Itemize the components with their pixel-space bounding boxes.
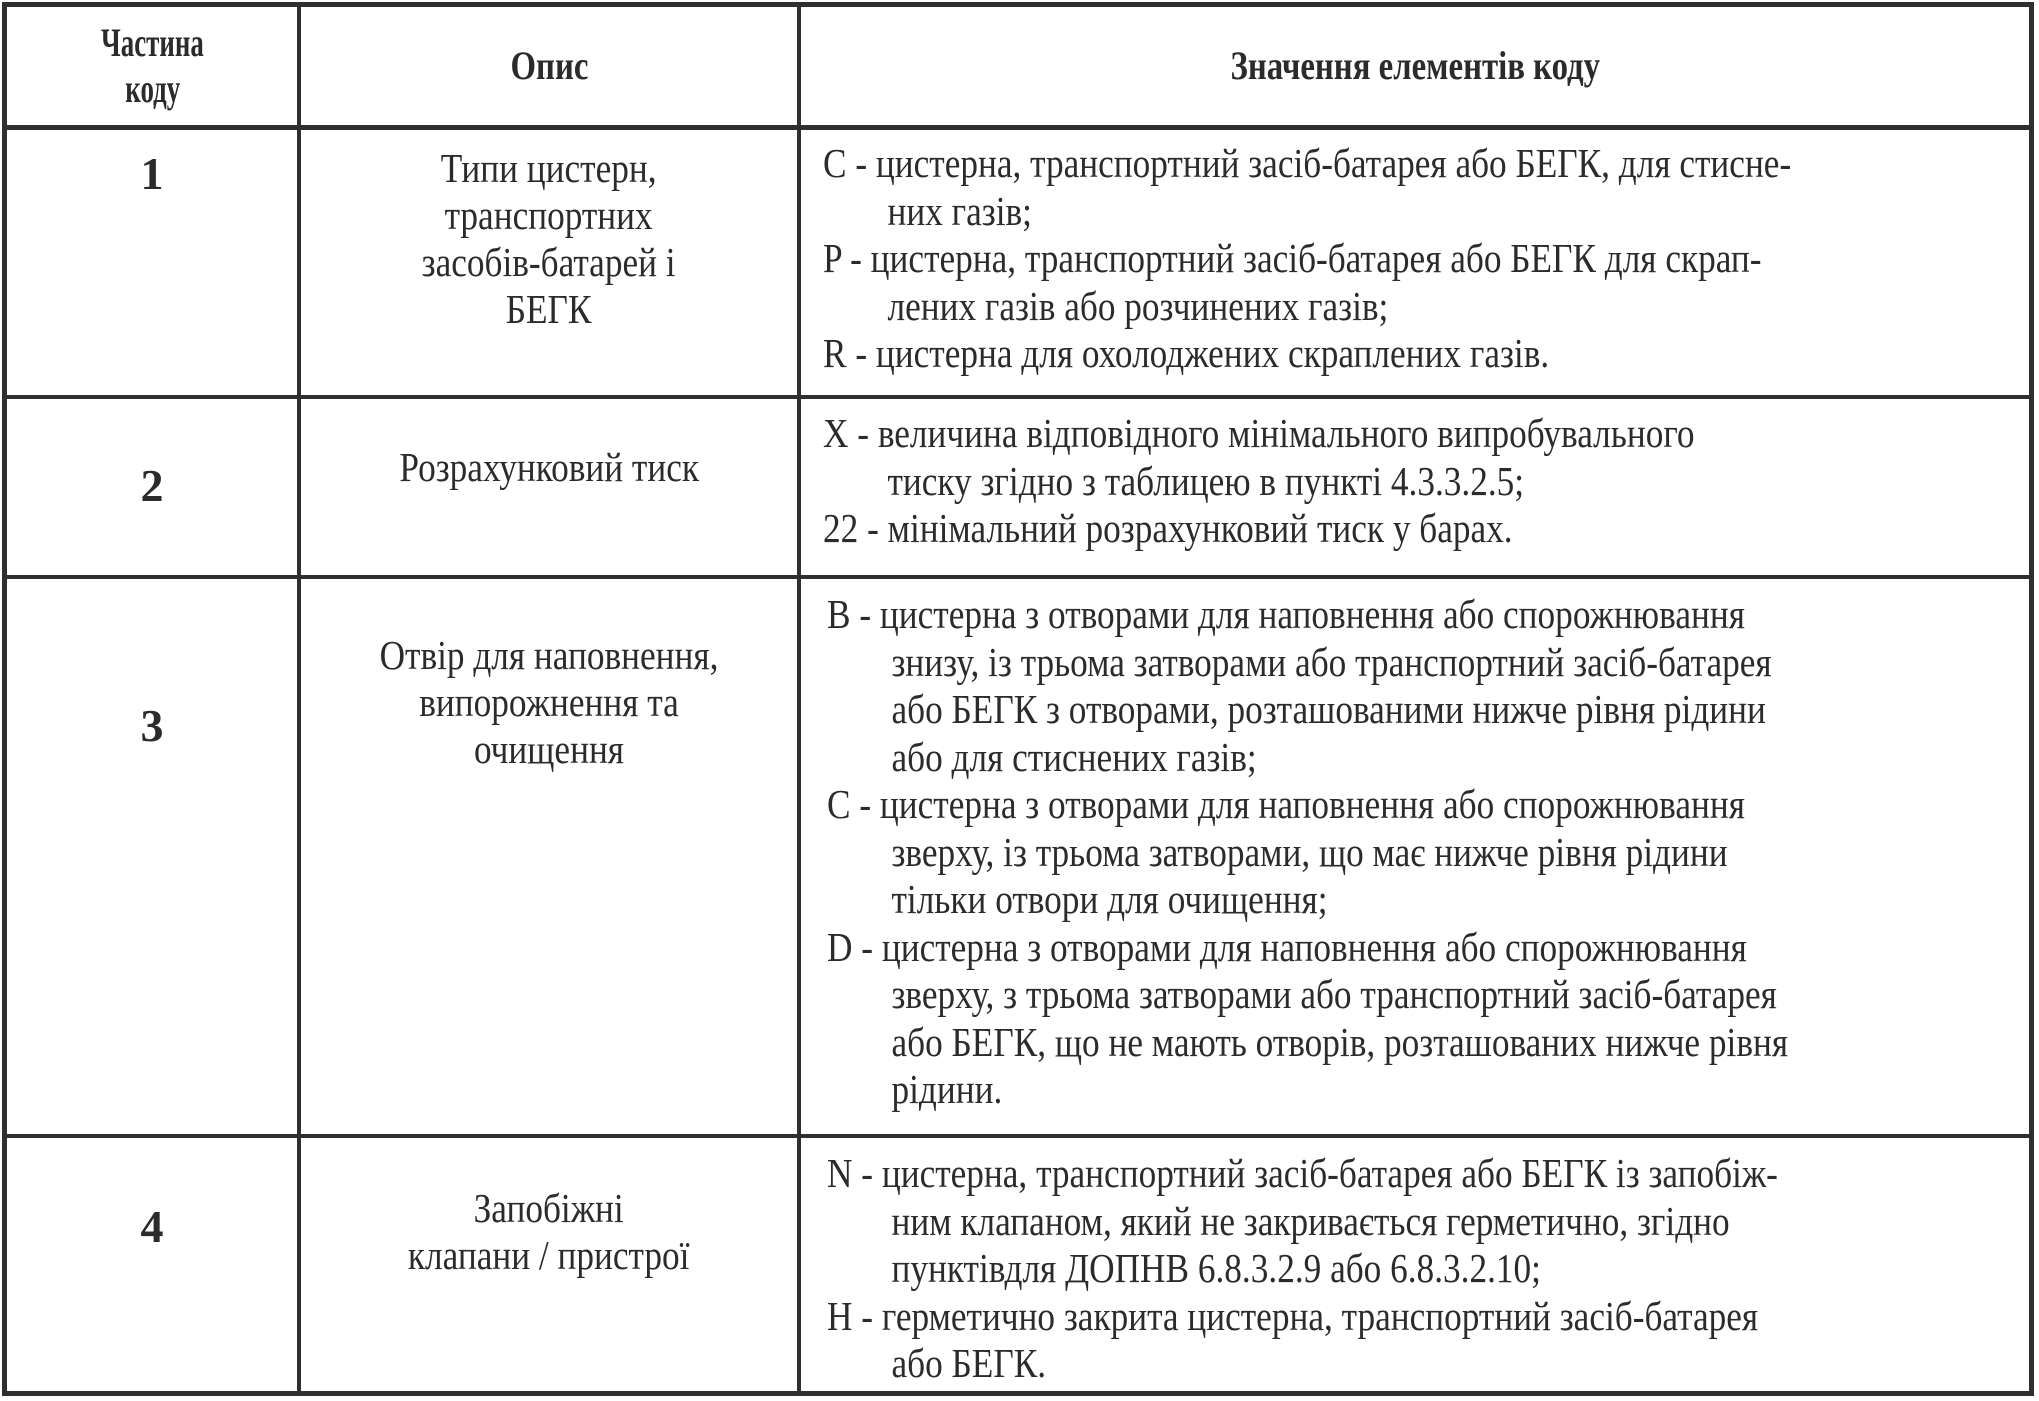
entry-line: тільки отвори для очищення; xyxy=(891,876,1328,922)
code-entry-D xyxy=(827,924,2031,1114)
header-description-label: Опис xyxy=(510,43,588,88)
description-line: Запобіжні xyxy=(473,1185,625,1231)
row-2-description xyxy=(301,444,797,491)
row-1-description xyxy=(301,145,797,333)
entry-line: N - цистерна, транспортний засіб-батарея або БЕГК із запобіж- xyxy=(827,1150,1778,1196)
description-line: очищення xyxy=(473,726,625,772)
header-part xyxy=(7,7,297,125)
description-line: Отвір для наповнення, xyxy=(379,632,719,678)
header-description xyxy=(301,7,797,125)
row-3-description xyxy=(301,632,797,773)
code-entry-C xyxy=(823,140,2027,235)
row-4-part: 4 xyxy=(140,1201,164,1252)
entry-line: R - цистерна для охолоджених скраплених газів. xyxy=(823,330,1550,376)
entry-line: C - цистерна, транспортний засіб-батарея або БЕГК, для стисне- xyxy=(823,140,1792,186)
entry-line: H - герметично закрита цистерна, транспортний засіб-батарея xyxy=(827,1292,1759,1339)
entry-line: лених газів або розчинених газів; xyxy=(887,282,1389,329)
row-3-part: 3 xyxy=(140,700,164,751)
code-entry-X xyxy=(823,410,2027,505)
description-line: БЕГК xyxy=(506,286,592,332)
code-entry-H xyxy=(827,1293,2031,1388)
code-entry-B xyxy=(827,591,2031,781)
description-line: транспортних xyxy=(444,192,654,238)
entry-line: або БЕГК, що не мають отворів, розташованих нижче рівня xyxy=(891,1018,1789,1065)
entry-line: рідини. xyxy=(891,1066,1003,1112)
description-line: засобів-батарей і xyxy=(422,239,676,285)
entry-line: D - цистерна з отворами для наповнення або спорожнювання xyxy=(827,923,1747,970)
entry-line: пунктівдля ДОПНВ 6.8.3.2.9 або 6.8.3.2.10; xyxy=(891,1245,1541,1291)
code-entry-R xyxy=(823,330,2027,378)
row-2-values xyxy=(801,410,2029,553)
description-line: Типи цистерн, xyxy=(441,145,657,191)
row-3-values xyxy=(801,591,2029,1114)
entry-line: або БЕГК з отворами, розташованими нижче рівня рідини xyxy=(891,686,1766,732)
entry-line: B - цистерна з отворами для наповнення або спорожнювання xyxy=(827,591,1745,637)
description-line: клапани / пристрої xyxy=(408,1232,690,1278)
entry-line: зверху, з трьома затворами або транспортний засіб-батарея xyxy=(891,971,1777,1017)
row-4-description xyxy=(301,1185,797,1279)
row-divider xyxy=(7,1134,2029,1138)
header-divider xyxy=(7,125,2029,130)
entry-line: 22 - мінімальний розрахунковий тиск у барах. xyxy=(823,505,1513,551)
row-1-values xyxy=(801,140,2029,378)
entry-line: C - цистерна з отворами для наповнення або спорожнювання xyxy=(827,781,1745,827)
row-4-values xyxy=(801,1150,2029,1388)
entry-line: або БЕГК. xyxy=(891,1340,1047,1386)
entry-line: тиску згідно з таблицею в пункті 4.3.3.2.5; xyxy=(887,457,1525,504)
code-entry-22 xyxy=(823,505,2027,553)
header-part-line: Частина xyxy=(100,20,204,65)
entry-line: них газів; xyxy=(887,187,1032,234)
code-entry-P xyxy=(823,235,2027,330)
row-divider xyxy=(7,395,2029,399)
entry-line: або для стиснених газів; xyxy=(891,733,1257,780)
entry-line: X - величина відповідного мінімального випробувального xyxy=(823,410,1695,456)
description-line: Розрахунковий тиск xyxy=(399,444,699,490)
code-table xyxy=(2,2,2034,1396)
code-entry-C xyxy=(827,781,2031,924)
entry-line: знизу, із трьома затворами або транспортний засіб-батарея xyxy=(891,638,1772,685)
row-2-part: 2 xyxy=(140,460,164,511)
row-1-part: 1 xyxy=(140,148,164,199)
entry-line: ним клапаном, який не закривається герметично, згідно xyxy=(891,1197,1730,1244)
entry-line: зверху, із трьома затворами, що має нижче рівня рідини xyxy=(891,828,1728,875)
header-part-line: коду xyxy=(124,66,180,111)
description-line: випорожнення та xyxy=(419,679,679,725)
code-entry-N xyxy=(827,1150,2031,1293)
row-divider xyxy=(7,575,2029,579)
entry-line: P - цистерна, транспортний засіб-батарея або БЕГК для скрап- xyxy=(823,235,1762,281)
header-values xyxy=(801,7,2029,125)
header-values-label: Значення елементів коду xyxy=(1230,43,1600,88)
